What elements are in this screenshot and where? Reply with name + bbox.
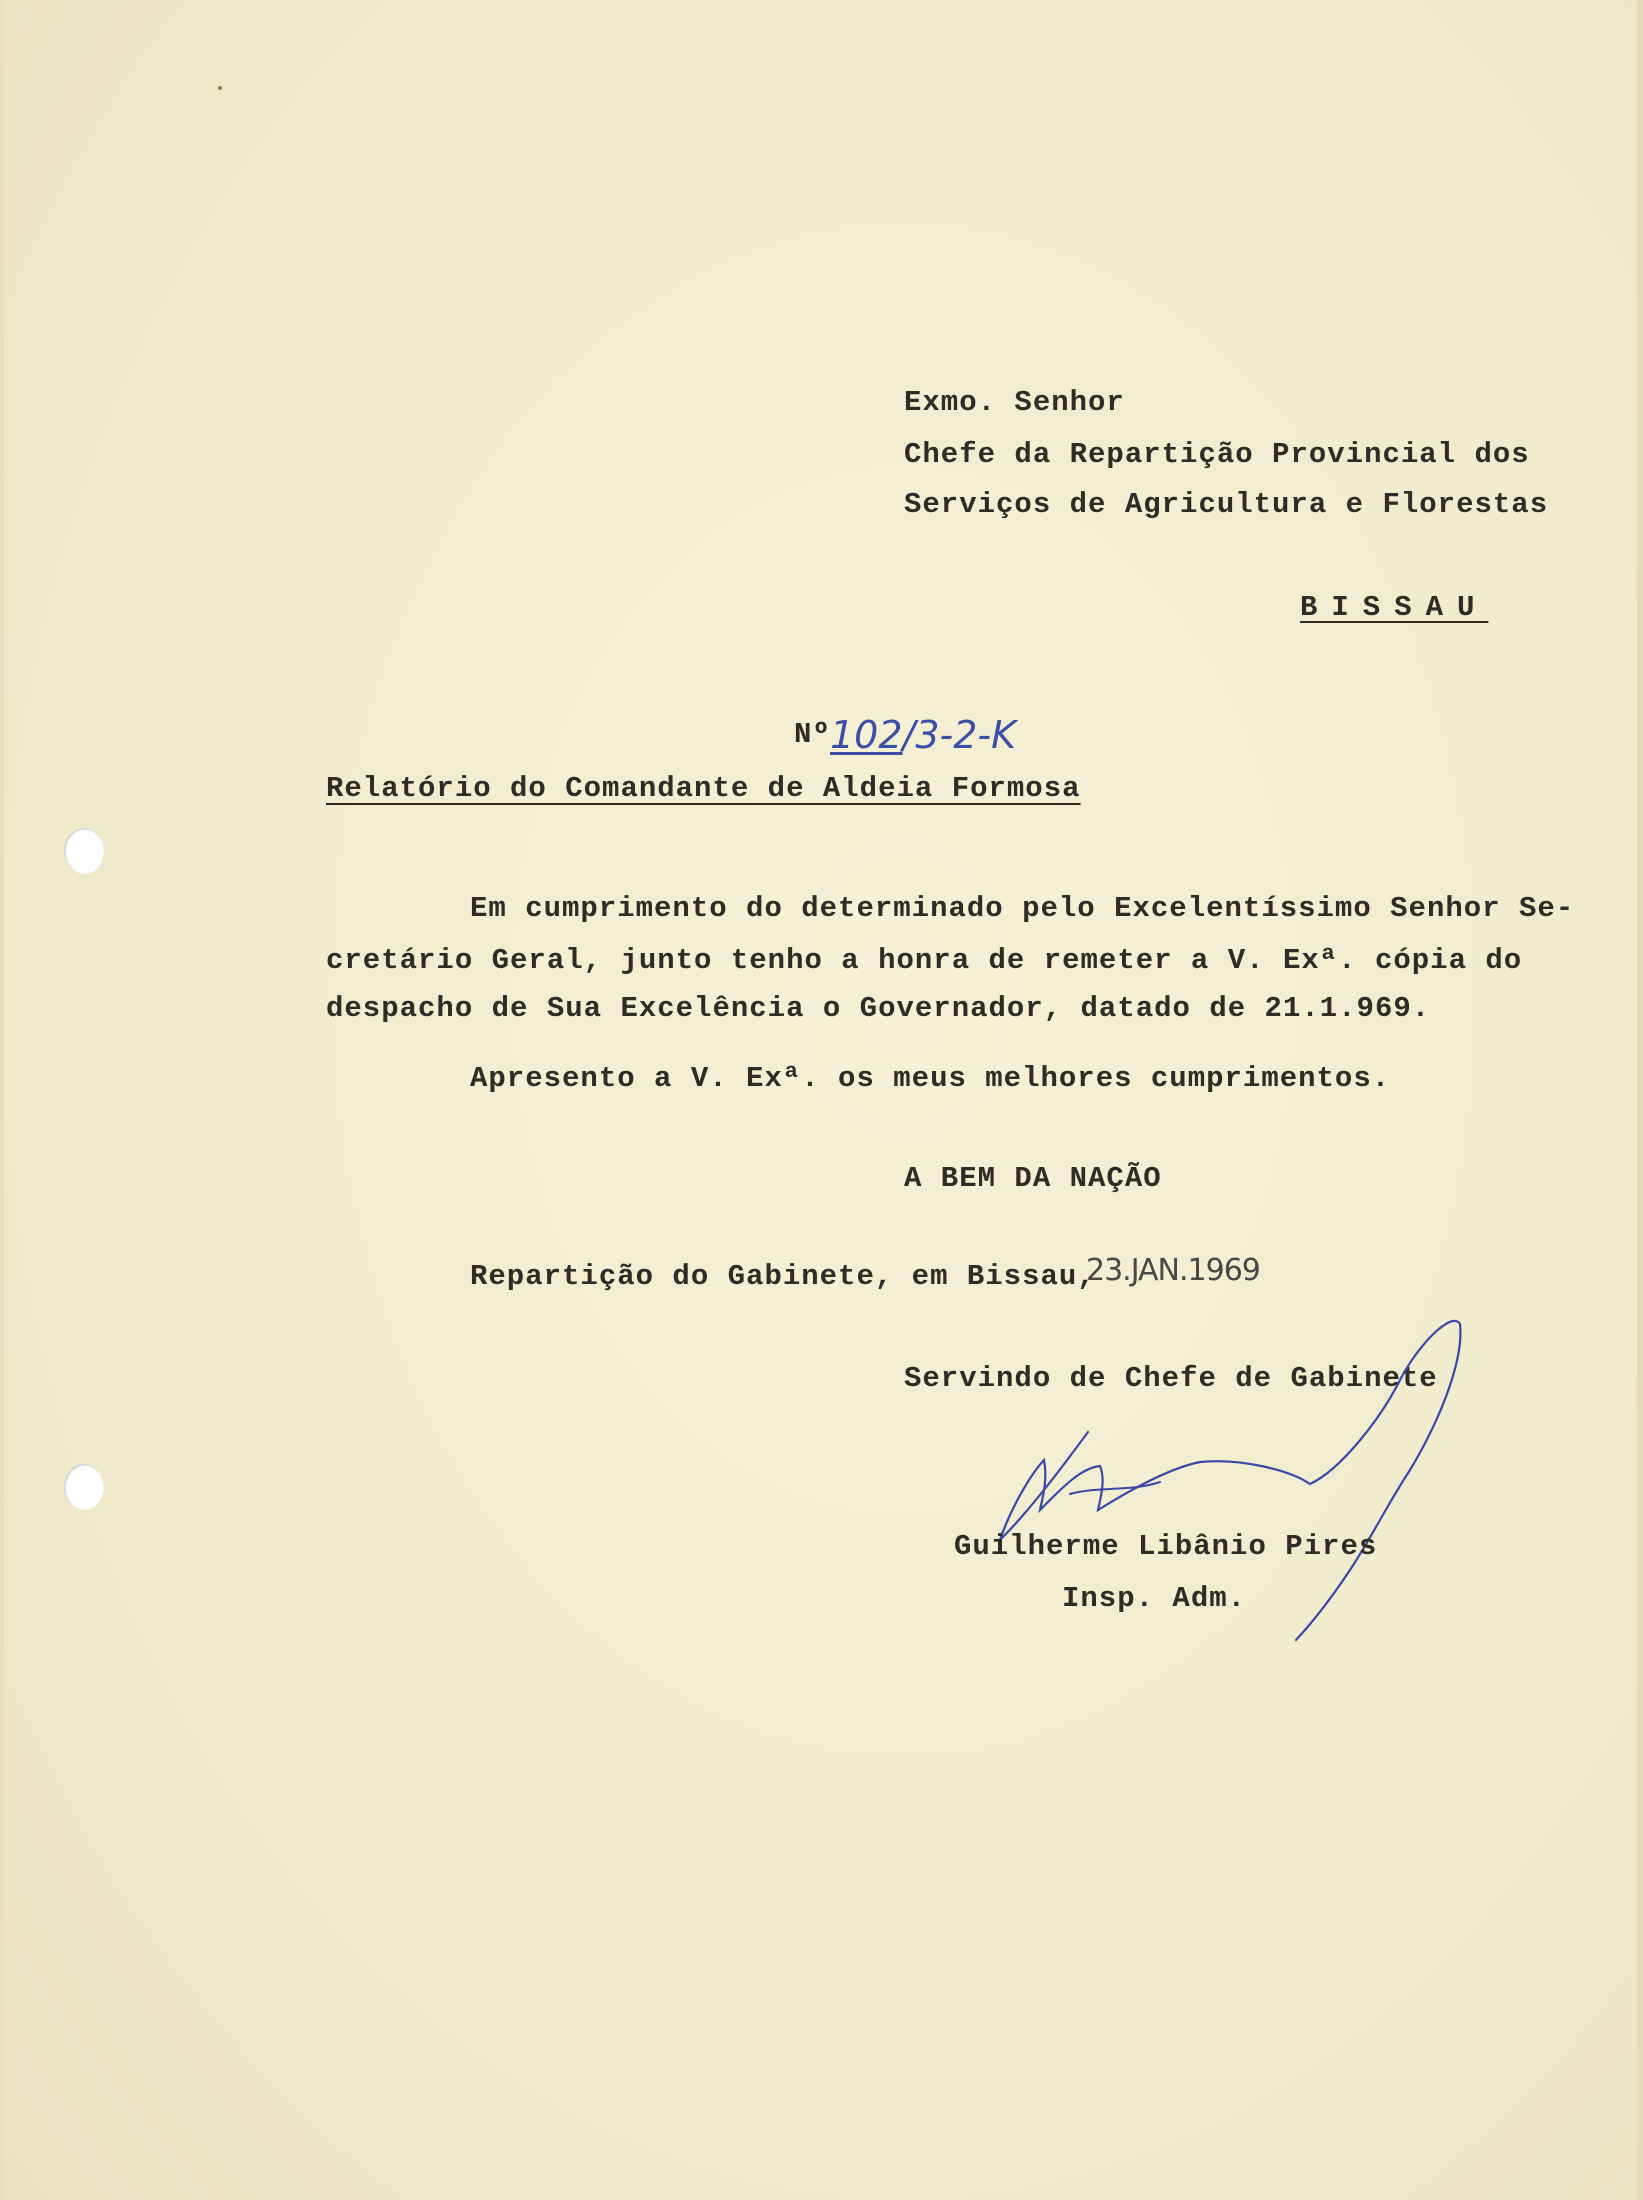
closing-formula: A BEM DA NAÇÃO (904, 1162, 1162, 1195)
recipient-line-1: Chefe da Repartição Provincial dos (904, 438, 1530, 471)
recipient-line-2: Serviços de Agricultura e Florestas (904, 488, 1549, 521)
page-edge-left (0, 0, 4, 2200)
signer-name: Guilherme Libânio Pires (954, 1530, 1378, 1563)
body-paragraph-2: Apresento a V. Exª. os meus melhores cumprimentos. (470, 1062, 1391, 1095)
recipient-city: BISSAU (1300, 591, 1489, 624)
body-paragraph-1-line-1: Em cumprimento do determinado pelo Excelentíssimo Senhor Se- (470, 892, 1575, 925)
date-stamp: 23.JAN.1969 (1086, 1253, 1260, 1288)
place-line: Repartição do Gabinete, em Bissau, (470, 1260, 1096, 1293)
punch-hole-bottom (64, 1464, 104, 1510)
handwritten-reference (830, 713, 1017, 757)
reference-number: 102 (830, 713, 903, 757)
reference-suffix: /3-2-K (902, 713, 1017, 757)
body-paragraph-1-line-2: cretário Geral, junto tenho a honra de remeter a V. Exª. cópia do (326, 944, 1523, 977)
signer-title: Insp. Adm. (1062, 1582, 1247, 1615)
punch-hole-top (64, 828, 104, 874)
body-paragraph-1-line-3: despacho de Sua Excelência o Governador, datado de 21.1.969. (326, 992, 1431, 1025)
signer-role: Servindo de Chefe de Gabinete (904, 1362, 1438, 1395)
reference-prefix: Nº (794, 718, 831, 751)
paper-speck (218, 86, 222, 90)
page-edge-right (1637, 0, 1643, 2200)
recipient-salutation: Exmo. Senhor (904, 386, 1125, 419)
subject-line: Relatório do Comandante de Aldeia Formosa (326, 772, 1081, 805)
